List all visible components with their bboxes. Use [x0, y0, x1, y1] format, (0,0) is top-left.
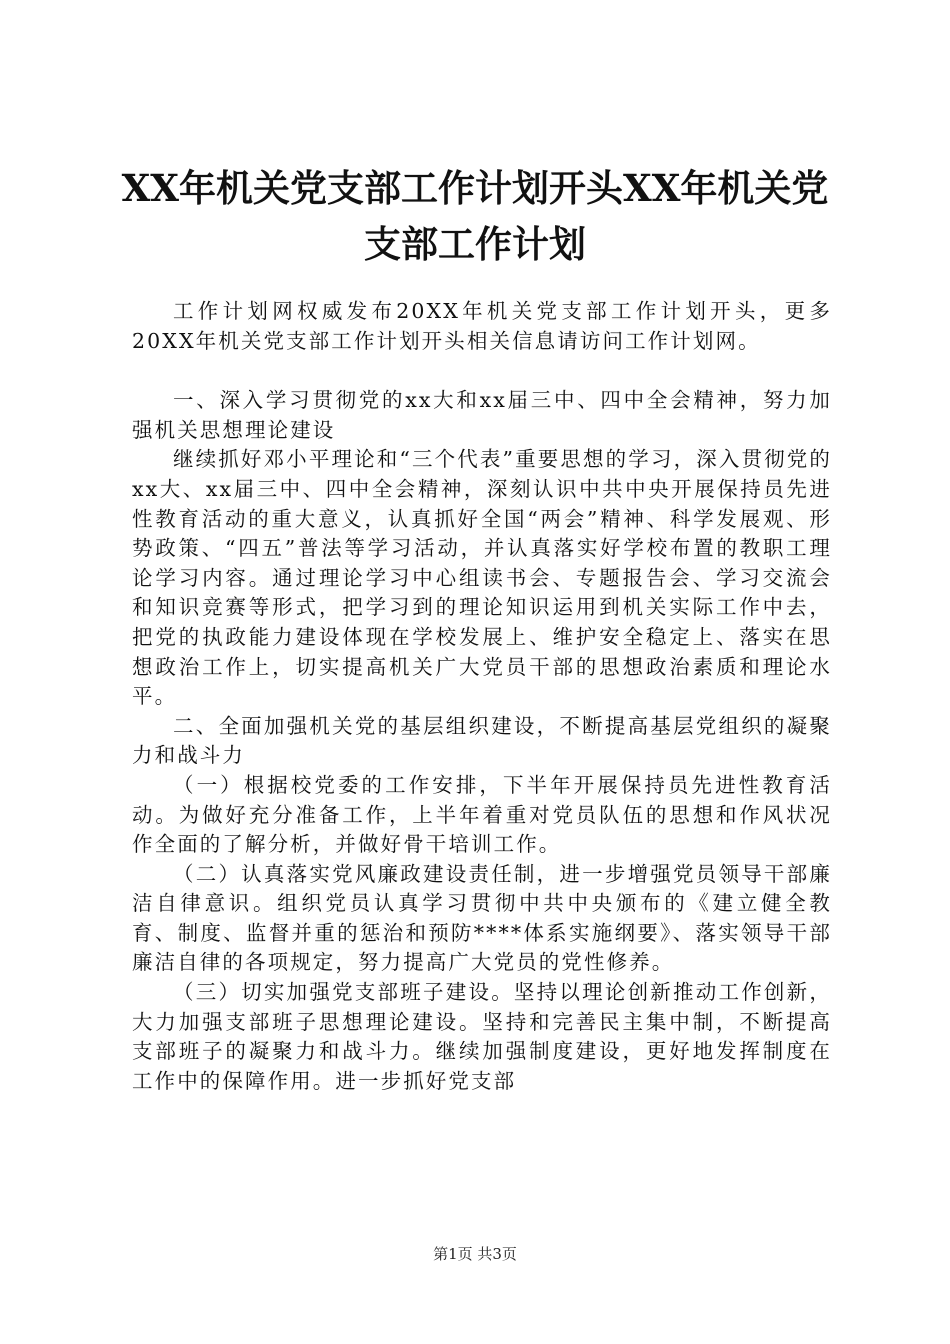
document-body [132, 297, 832, 1096]
page-footer: 第1页 共3页 [433, 1245, 517, 1263]
paragraph-spacer [132, 356, 832, 386]
section-heading-1: 一、深入学习贯彻党的xx大和xx届三中、四中全会精神，努力加强机关思想理论建设 [132, 388, 832, 442]
body-paragraph-2: （一）根据校党委的工作安排，下半年开展保持员先进性教育活动。为做好充分准备工作，上半年着重对党员队伍的思想和作风状况作全面的了解分析，并做好骨干培训工作。 [132, 772, 832, 857]
body-paragraph-3: （二）认真落实党风廉政建设责任制，进一步增强党员领导干部廉洁自律意识。组织党员认真学习贯彻中共中央颁布的《建立健全教育、制度、监督并重的惩治和预防****体系实施纲要》、落实领导干部廉洁自律的各项规定，努力提高广大党员的党性修养。 [132, 861, 832, 975]
section-heading-2: 二、全面加强机关党的基层组织建设，不断提高基层党组织的凝聚力和战斗力 [132, 713, 832, 768]
intro-paragraph: 工作计划网权威发布20XX年机关党支部工作计划开头，更多20XX年机关党支部工作计划开头相关信息请访问工作计划网。 [132, 299, 832, 353]
body-paragraph-1: 继续抓好邓小平理论和“三个代表”重要思想的学习，深入贯彻党的xx大、xx届三中、四中全会精神，深刻认识中共中央开展保持员先进性教育活动的重大意义，认真抓好全国“两会”精神、科学发展观、形势政策、“四五”普法等学习活动，并认真落实好学校布置的教职工理论学习内容。通过理论学习中心组读书会、专题报告会、学习交流会和知识竞赛等形式，把学习到的理论知识运用到机关实际工作中去，把党的执政能力建设体现在学校发展上、维护安全稳定上、落实在思想政治工作上，切实提高机关广大党员干部的思想政治素质和理论水平。 [132, 447, 832, 709]
body-paragraph-4: （三）切实加强党支部班子建设。坚持以理论创新推动工作创新，大力加强支部班子思想理论建设。坚持和完善民主集中制，不断提高支部班子的凝聚力和战斗力。继续加强制度建设，更好地发挥制度在工作中的保障作用。进一步抓好党支部 [132, 980, 832, 1093]
document-title: XX年机关党支部工作计划开头XX年机关党支部工作计划 [121, 166, 829, 266]
